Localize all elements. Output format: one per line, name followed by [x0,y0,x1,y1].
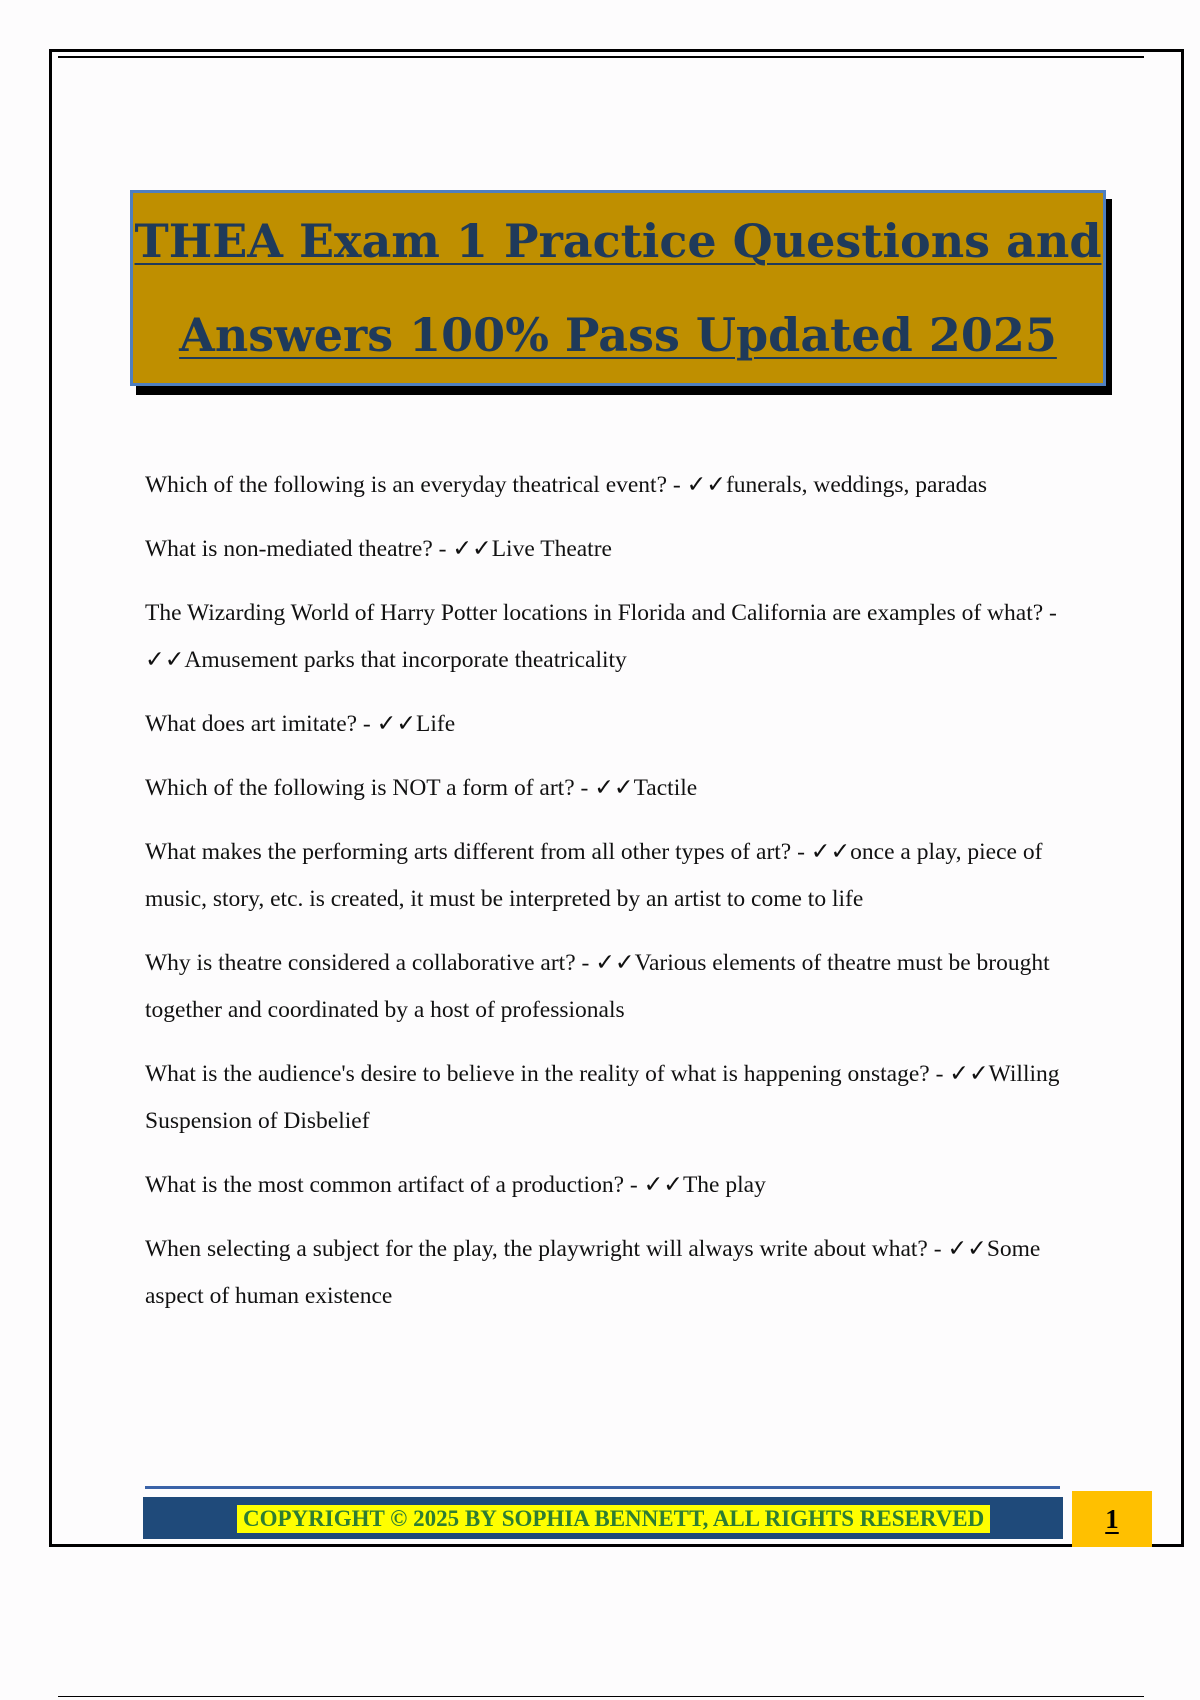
qa-item: Which of the following is an everyday theatrical event? - ✓✓funerals, weddings, paradas [145,472,987,498]
footer-rule [145,1486,1060,1489]
copyright-notice: COPYRIGHT © 2025 BY SOPHIA BENNETT, ALL RIGHTS RESERVED [237,1505,990,1533]
qa-item: What is non-mediated theatre? - ✓✓Live Theatre [145,536,612,562]
qa-list [145,462,1100,1337]
top-rule [58,56,1144,58]
qa-item: The Wizarding World of Harry Potter locations in Florida and California are examples of what? - ✓✓Amusement parks that incorporate theatricality [145,600,1057,673]
title-banner [130,190,1106,386]
qa-item: What is the audience's desire to believe in the reality of what is happening onstage? - ✓✓Willing Suspension of Disbelief [145,1061,1060,1134]
page-number: 1 [1105,1503,1119,1534]
qa-item: When selecting a subject for the play, the playwright will always write about what? - ✓✓Some aspect of human existence [145,1236,1041,1309]
title-line-2: Answers 100% Pass Updated 2025 [179,308,1057,362]
page-number-box [1072,1491,1152,1547]
bottom-rule [58,1696,1144,1697]
qa-item: Which of the following is NOT a form of art? - ✓✓Tactile [145,775,698,801]
qa-item: What is the most common artifact of a production? - ✓✓The play [145,1172,766,1198]
qa-item: What does art imitate? - ✓✓Life [145,711,456,737]
qa-item: What makes the performing arts different from all other types of art? - ✓✓once a play, piece of music, story, etc. is created, it must be interpreted by an artist to come to life [145,839,1043,912]
title-line-1: THEA Exam 1 Practice Questions and [134,214,1102,268]
qa-item: Why is theatre considered a collaborative art? - ✓✓Various elements of theatre must be brought together and coordinated by a host of professionals [145,950,1050,1023]
